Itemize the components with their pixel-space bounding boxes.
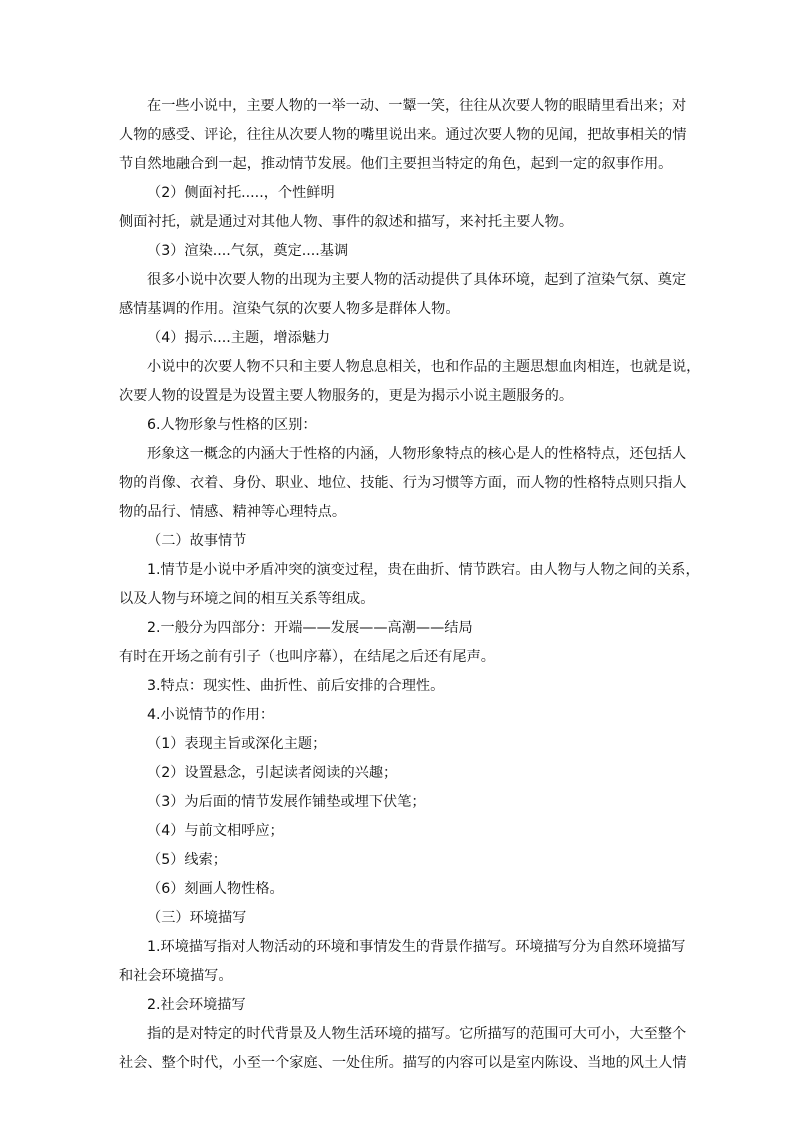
list-item: （1）表现主旨或深化主题；	[147, 736, 327, 752]
paragraph-line: 2.一般分为四部分：开端——发展——高潮——结局	[147, 620, 473, 636]
subsection-heading: （4）揭示....主题，增添魅力	[147, 330, 331, 346]
paragraph-line: 4.小说情节的作用：	[147, 707, 275, 723]
paragraph-line: 1.环境描写指对人物活动的环境和事情发生的背景作描写。环境描写分为自然环境描写	[147, 939, 686, 955]
paragraph-line: 有时在开场之前有引子（也叫序幕），在结尾之后还有尾声。	[119, 649, 495, 665]
paragraph-line: 很多小说中次要人物的出现为主要人物的活动提供了具体环境，起到了渲染气氛、奠定	[147, 272, 687, 288]
paragraph-line: 侧面衬托，就是通过对其他人物、事件的叙述和描写，来衬托主要人物。	[119, 214, 574, 230]
subsection-heading: 2.社会环境描写	[147, 997, 246, 1013]
section-heading: （二）故事情节	[147, 533, 247, 549]
paragraph-line: 节自然地融合到一起，推动情节发展。他们主要担当特定的角色，起到一定的叙事作用。	[119, 156, 673, 172]
paragraph-line: 和社会环境描写。	[119, 968, 233, 984]
subsection-heading: （3）渲染....气氛，奠定....基调	[147, 243, 349, 259]
paragraph-line: 形象这一概念的内涵大于性格的内涵，人物形象特点的核心是人的性格特点，还包括人	[147, 446, 687, 462]
paragraph-line: 社会、整个时代，小至一个家庭、一处住所。描写的内容可以是室内陈设、当地的风土人情	[119, 1055, 687, 1071]
paragraph-line: 1.情节是小说中矛盾冲突的演变过程，贵在曲折、情节跌宕。由人物与人物之间的关系，	[147, 562, 700, 578]
list-item: （6）刻画人物性格。	[147, 881, 284, 897]
paragraph-line: 感情基调的作用。渲染气氛的次要人物多是群体人物。	[119, 301, 460, 317]
paragraph-line: 物的品行、情感、精神等心理特点。	[119, 504, 347, 520]
paragraph-line: 小说中的次要人物不只和主要人物息息相关，也和作品的主题思想血肉相连，也就是说，	[147, 359, 701, 375]
paragraph-line: 在一些小说中，主要人物的一举一动、一颦一笑，往往从次要人物的眼睛里看出来；对	[147, 98, 687, 114]
list-item: （3）为后面的情节发展作铺垫或埋下伏笔；	[147, 794, 426, 810]
section-heading: 6.人物形象与性格的区别：	[147, 417, 317, 433]
list-item: （5）线索；	[147, 852, 227, 868]
subsection-heading: （2）侧面衬托.....，个性鲜明	[147, 185, 335, 201]
paragraph-line: 次要人物的设置是为设置主要人物服务的，更是为揭示小说主题服务的。	[119, 388, 574, 404]
list-item: （2）设置悬念，引起读者阅读的兴趣；	[147, 765, 398, 781]
paragraph-line: 以及人物与环境之间的相互关系等组成。	[119, 591, 375, 607]
paragraph-line: 物的肖像、衣着、身份、职业、地位、技能、行为习惯等方面，而人物的性格特点则只指人	[119, 475, 687, 491]
paragraph-line: 人物的感受、评论，往往从次要人物的嘴里说出来。通过次要人物的见闻，把故事相关的情	[119, 127, 687, 143]
section-heading: （三）环境描写	[147, 910, 247, 926]
list-item: （4）与前文相呼应；	[147, 823, 284, 839]
paragraph-line: 指的是对特定的时代背景及人物生活环境的描写。它所描写的范围可大可小，大至整个	[147, 1026, 687, 1042]
paragraph-line: 3.特点：现实性、曲折性、前后安排的合理性。	[147, 678, 445, 694]
